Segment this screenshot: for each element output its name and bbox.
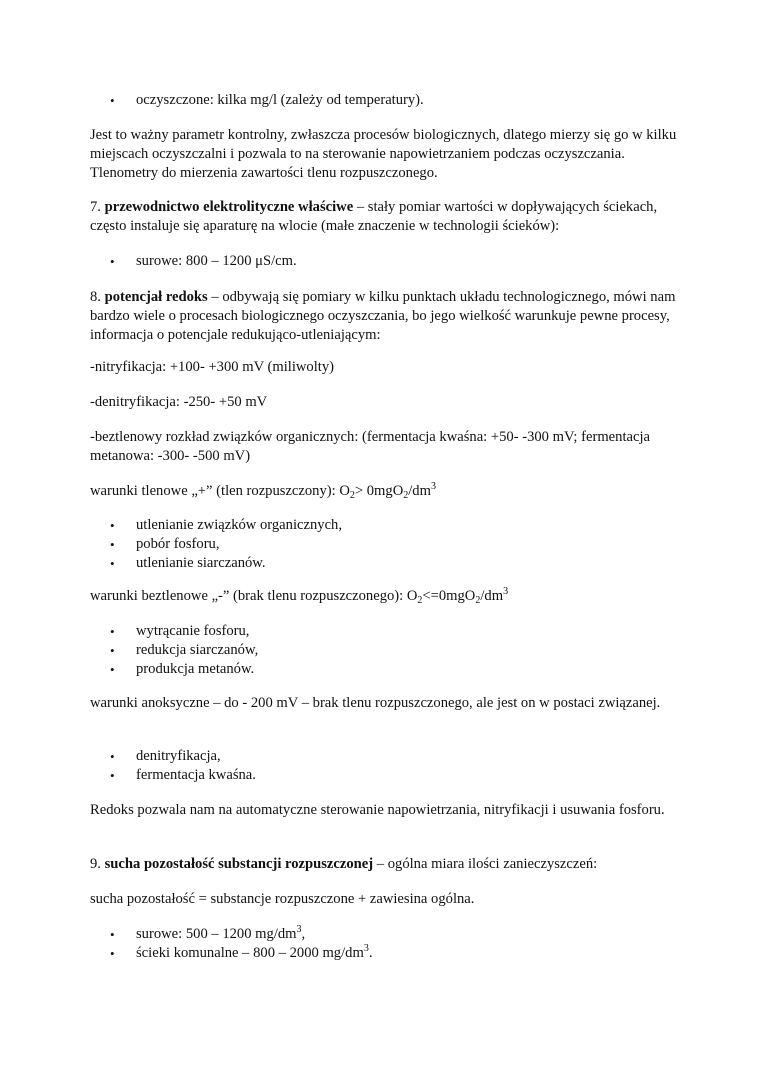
- anaerobic-label: warunki beztlenowe „-” (brak tlenu rozpuszczonego): O: [90, 588, 418, 604]
- section-9-text: – ogólna miara ilości zanieczyszczeń:: [373, 856, 598, 872]
- aerobic-conditions-line: [90, 482, 690, 501]
- list-item: • utlenianie siarczanów.: [110, 554, 690, 573]
- redox-summary-paragraph: Redoks pozwala nam na automatyczne sterowanie napowietrzania, nitryfikacji i usuwania fosforu.: [90, 802, 665, 818]
- section-7-title: przewodnictwo elektrolityczne właściwe: [104, 199, 354, 215]
- section-8-number: 8.: [90, 289, 101, 305]
- superscript: 3: [296, 924, 302, 935]
- anaerobic-unit: /dm: [480, 588, 504, 604]
- anaerobic-list: [110, 622, 690, 679]
- subscript: 2: [417, 595, 423, 606]
- section-8-paragraph: [90, 288, 690, 345]
- anaerobic-conditions-line: [90, 587, 690, 606]
- list-item-tail: .: [368, 945, 373, 961]
- nitrification-line: -nitryfikacja: +100- +300 mV (miliwolty): [90, 359, 334, 375]
- superscript: 3: [363, 943, 369, 954]
- temperature-list: [110, 91, 690, 110]
- anaerobic-mid: <=0mgO: [422, 588, 476, 604]
- aerobic-list: [110, 516, 690, 573]
- list-item: • surowe: 800 – 1200 μS/cm.: [110, 252, 690, 271]
- superscript: 3: [430, 481, 436, 492]
- subscript: 2: [403, 490, 409, 501]
- list-item-text: ścieki komunalne – 800 – 2000 mg/dm: [136, 945, 364, 961]
- list-item: • pobór fosforu,: [110, 535, 690, 554]
- list-item: • redukcja siarczanów,: [110, 641, 690, 660]
- aerobic-mid: > 0mgO: [354, 483, 404, 499]
- superscript: 3: [503, 586, 509, 597]
- section-8-text: – odbywają się pomiary w kilku punktach układu technologicznego, mówi nam bardzo wiele o procesach biologicznego oczyszczania, bo jego wielkość warunkuje pewne procesy, informacja o potencjale redukująco-utleniającym:: [90, 289, 676, 343]
- section-9-number: 9.: [90, 856, 101, 872]
- section-7-number: 7.: [90, 199, 101, 215]
- section-9-title: sucha pozostałość substancji rozpuszczonej: [104, 856, 374, 872]
- aerobic-label: warunki tlenowe „+” (tlen rozpuszczony): O: [90, 483, 350, 499]
- dry-residue-formula: sucha pozostałość = substancje rozpuszczone + zawiesina ogólna.: [90, 891, 475, 907]
- list-item: • produkcja metanów.: [110, 660, 690, 679]
- list-item-tail: ,: [301, 926, 306, 942]
- list-item: • wytrącanie fosforu,: [110, 622, 690, 641]
- list-item: [110, 944, 690, 963]
- list-item-text: surowe: 500 – 1200 mg/dm: [136, 926, 297, 942]
- conductivity-list: [110, 252, 690, 271]
- subscript: 2: [349, 490, 355, 501]
- dry-residue-list: [110, 925, 690, 963]
- section-7-paragraph: [90, 198, 690, 236]
- anoxic-list: [110, 747, 690, 785]
- section-7-text: – stały pomiar wartości w dopływających ściekach, często instaluje się aparaturę na wlocie (małe znaczenie w technologii ścieków):: [90, 199, 658, 234]
- list-item: • fermentacja kwaśna.: [110, 766, 690, 785]
- list-item: • denitryfikacja,: [110, 747, 690, 766]
- denitrification-line: -denitryfikacja: -250- +50 mV: [90, 394, 268, 410]
- anoxic-conditions-paragraph: warunki anoksyczne – do - 200 mV – brak tlenu rozpuszczonego, ale jest on w postaci związanej.: [90, 695, 661, 711]
- list-item: [110, 925, 690, 944]
- list-item: • utlenianie związków organicznych,: [110, 516, 690, 535]
- subscript: 2: [475, 595, 481, 606]
- anaerobic-decomposition-line: -beztlenowy rozkład związków organicznych: (fermentacja kwaśna: +50- -300 mV; fermentacja metanowa: -300- -500 mV): [90, 429, 650, 464]
- section-8-title: potencjał redoks: [104, 289, 208, 305]
- oxygen-paragraph: Jest to ważny parametr kontrolny, zwłaszcza procesów biologicznych, dlatego mierzy się go w kilku miejscach oczyszczalni i pozwala to na sterowanie napowietrzaniem podczas oczyszczania. Tlenometry do mierzenia zawartości tlenu rozpuszczonego.: [90, 127, 677, 181]
- section-9-paragraph: [90, 855, 690, 874]
- list-item: • oczyszczone: kilka mg/l (zależy od temperatury).: [110, 91, 690, 110]
- aerobic-unit: /dm: [408, 483, 431, 499]
